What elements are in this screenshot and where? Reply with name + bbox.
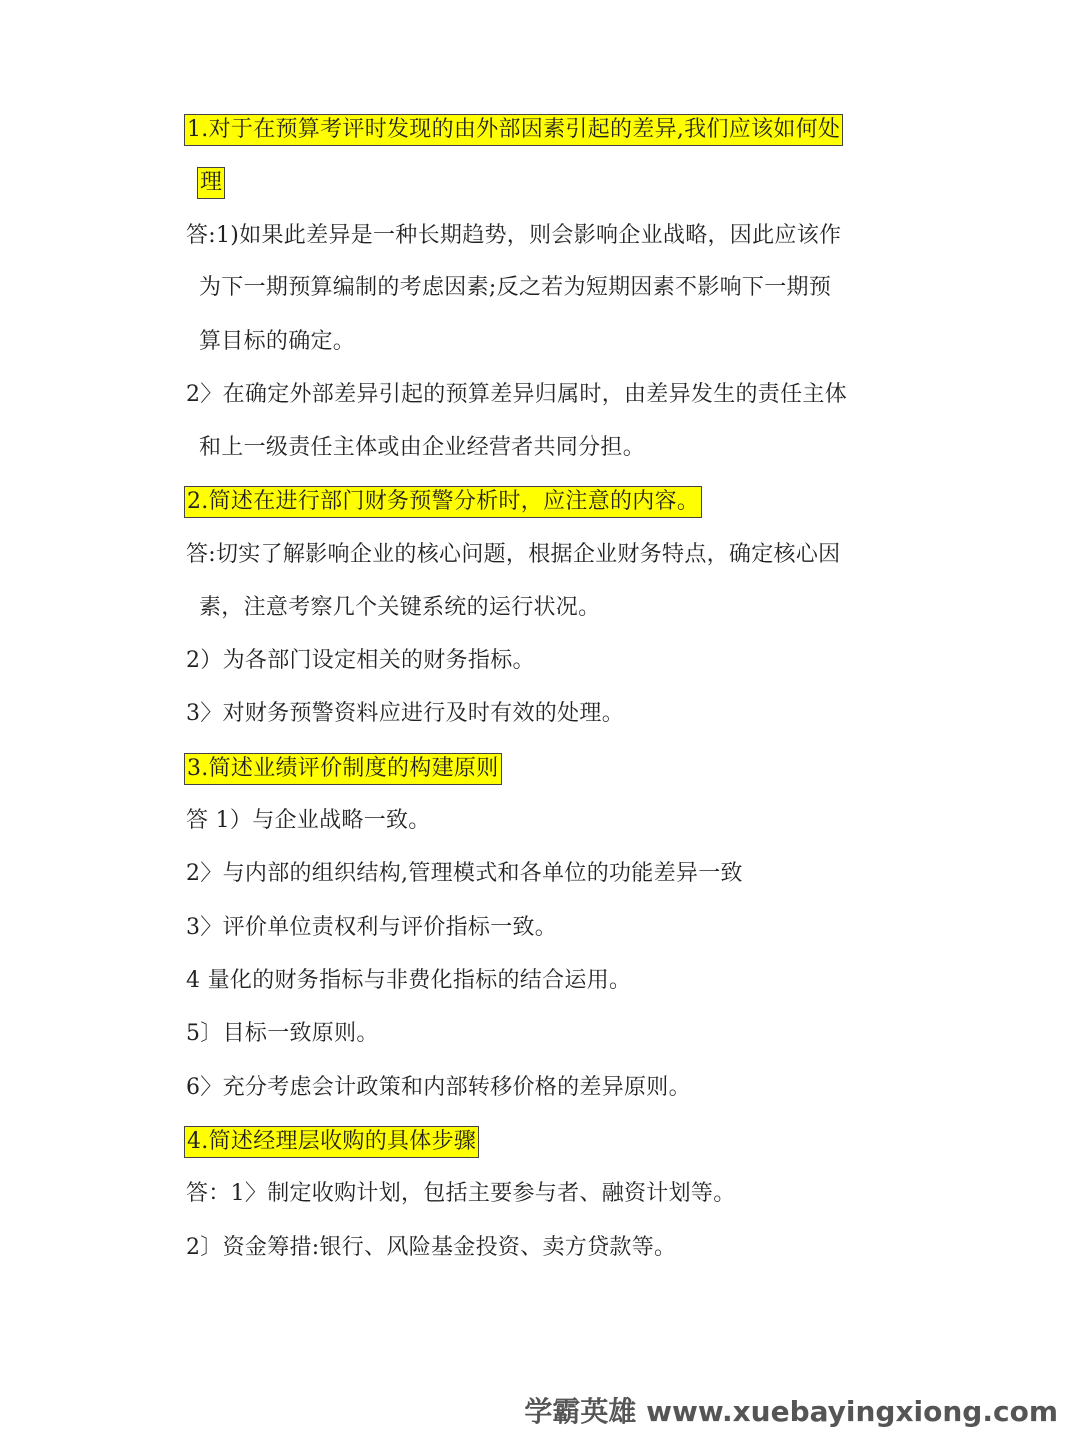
question-2-title: 2.简述在进行部门财务预警分析时，应注意的内容。 bbox=[184, 486, 702, 518]
answer-2-point-2: 2）为各部门设定相关的财务指标。 bbox=[186, 648, 535, 673]
question-3-title: 3.简述业绩评价制度的构建原则 bbox=[184, 753, 502, 785]
answer-3-point-2: 2〉与内部的组织结构,管理模式和各单位的功能差异一致 bbox=[186, 861, 743, 886]
answer-3-point-3: 3〉评价单位责权利与评价指标一致。 bbox=[186, 915, 558, 940]
answer-1-point-2-line-2: 和上一级责任主体或由企业经营者共同分担。 bbox=[199, 435, 646, 460]
question-1-title: 1.对于在预算考评时发现的由外部因素引起的差异,我们应该如何处 bbox=[184, 114, 843, 146]
question-1-title-continued: 理 bbox=[197, 167, 225, 199]
question-4-title: 4.简述经理层收购的具体步骤 bbox=[184, 1126, 479, 1158]
answer-3-point-1: 答 1）与企业战略一致。 bbox=[186, 808, 431, 833]
watermark: 学霸英雄 www.xuebayingxiong.com bbox=[524, 1395, 1058, 1428]
answer-4-point-2: 2〕资金筹措:银行、风险基金投资、卖方贷款等。 bbox=[186, 1235, 677, 1260]
answer-1-point-1: 答:1)如果此差异是一种长期趋势，则会影响企业战略，因此应该作 bbox=[186, 223, 842, 248]
answer-2-point-1-line-2: 素，注意考察几个关键系统的运行状况。 bbox=[199, 595, 601, 620]
answer-1-point-1-line-2: 为下一期预算编制的考虑因素;反之若为短期因素不影响下一期预 bbox=[199, 275, 832, 300]
answer-1-point-1-line-3: 算目标的确定。 bbox=[199, 329, 356, 354]
answer-3-point-6: 6〉充分考虑会计政策和内部转移价格的差异原则。 bbox=[186, 1075, 691, 1100]
answer-1-point-2: 2〉在确定外部差异引起的预算差异归属时，由差异发生的责任主体 bbox=[186, 382, 847, 407]
answer-4-point-1: 答：1〉制定收购计划，包括主要参与者、融资计划等。 bbox=[186, 1181, 736, 1206]
answer-3-point-5: 5〕目标一致原则。 bbox=[186, 1021, 379, 1046]
answer-2-point-1: 答:切实了解影响企业的核心问题，根据企业财务特点，确定核心因 bbox=[186, 542, 841, 567]
answer-3-point-4: 4 量化的财务指标与非费化指标的结合运用。 bbox=[186, 968, 632, 993]
answer-2-point-3: 3〉对财务预警资料应进行及时有效的处理。 bbox=[186, 701, 624, 726]
